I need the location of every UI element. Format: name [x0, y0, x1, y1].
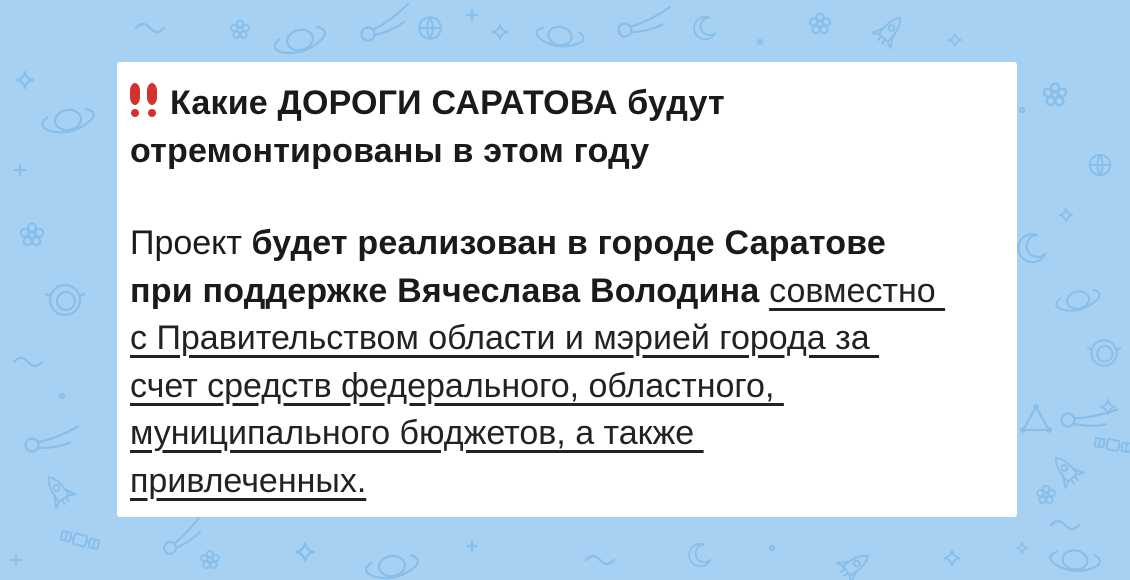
post-body-line [130, 458, 1003, 506]
post-text: будет реализован в городе Саратове [251, 224, 887, 262]
sparkle-doodle-icon [296, 543, 314, 561]
sparkle-doodle-icon [17, 72, 33, 88]
constellation-triangle-doodle-icon [1021, 405, 1051, 432]
rocket-doodle-icon [39, 470, 77, 509]
post-link[interactable]: привлеченных. [130, 461, 367, 500]
globe-doodle-icon [1090, 155, 1110, 175]
squiggle-doodle-icon [1051, 521, 1079, 529]
astronaut-helmet-doodle-icon [1088, 340, 1120, 366]
dot-doodle-icon [770, 546, 774, 550]
rocket-doodle-icon [871, 10, 909, 49]
comet-doodle-icon [160, 515, 207, 555]
comet-doodle-icon [362, 4, 409, 41]
post-title-text: Какие ДОРОГИ САРАТОВА будут отремонтированы в этом году [130, 84, 725, 170]
satellite-doodle-icon [60, 530, 99, 550]
plus-star-doodle-icon [11, 555, 21, 565]
saturn-doodle-icon [272, 24, 328, 58]
squiggle-doodle-icon [14, 358, 42, 366]
rocket-doodle-icon [1047, 450, 1085, 489]
post-body-line [130, 315, 1003, 363]
saturn-doodle-icon [40, 106, 95, 136]
post-body-line [130, 363, 1003, 411]
double-exclamation-icon [130, 83, 157, 117]
flower-doodle-icon [1037, 486, 1055, 503]
flower-doodle-icon [21, 224, 43, 246]
flower-doodle-icon [810, 14, 830, 33]
comet-doodle-icon [617, 0, 669, 43]
flower-doodle-icon [1044, 84, 1066, 106]
satellite-doodle-icon [1095, 437, 1130, 453]
saturn-doodle-icon [1049, 547, 1101, 574]
comet-doodle-icon [24, 414, 78, 461]
moon-doodle-icon [689, 544, 710, 566]
post-body-line [130, 410, 1003, 458]
squiggle-doodle-icon [586, 556, 614, 564]
plus-star-doodle-icon [467, 10, 477, 20]
globe-doodle-icon [419, 17, 441, 39]
post-link[interactable]: счет средств федерального, областного, [130, 366, 784, 405]
dot-doodle-icon [1020, 108, 1024, 112]
post-body-line [130, 220, 1003, 268]
dot-doodle-icon [758, 40, 762, 44]
sparkle-doodle-icon [944, 550, 959, 565]
moon-doodle-icon [694, 17, 715, 39]
comet-doodle-icon [1059, 390, 1117, 443]
post-text: Проект [130, 224, 252, 262]
post-link[interactable]: с Правительством области и мэрией города за [130, 319, 880, 357]
post-link[interactable]: муниципального бюджетов, а также [130, 414, 704, 452]
rocket-doodle-icon [836, 546, 875, 580]
plus-star-doodle-icon [467, 541, 477, 551]
flower-doodle-icon [201, 551, 219, 568]
saturn-doodle-icon [535, 23, 585, 50]
exclamation-mark-shape [147, 83, 157, 117]
post-body [130, 220, 1003, 505]
squiggle-doodle-icon [136, 24, 164, 32]
sparkle-doodle-icon [949, 34, 962, 47]
sparkle-doodle-icon [1060, 209, 1073, 222]
astronaut-helmet-doodle-icon [46, 285, 84, 315]
moon-doodle-icon [1018, 234, 1045, 262]
post-body-line [130, 268, 1003, 316]
saturn-doodle-icon [1054, 287, 1101, 314]
message-bubble [117, 62, 1017, 517]
post-link[interactable]: совместно [769, 271, 946, 310]
sparkle-doodle-icon [1017, 543, 1028, 554]
plus-star-doodle-icon [15, 165, 25, 175]
post-text: при поддержке Вячеслава Володина [130, 271, 770, 310]
flower-doodle-icon [231, 21, 249, 38]
exclamation-mark-shape [130, 83, 140, 117]
sparkle-doodle-icon [493, 25, 507, 39]
dot-doodle-icon [60, 394, 64, 398]
post-title [130, 79, 1003, 175]
saturn-doodle-icon [365, 552, 420, 580]
